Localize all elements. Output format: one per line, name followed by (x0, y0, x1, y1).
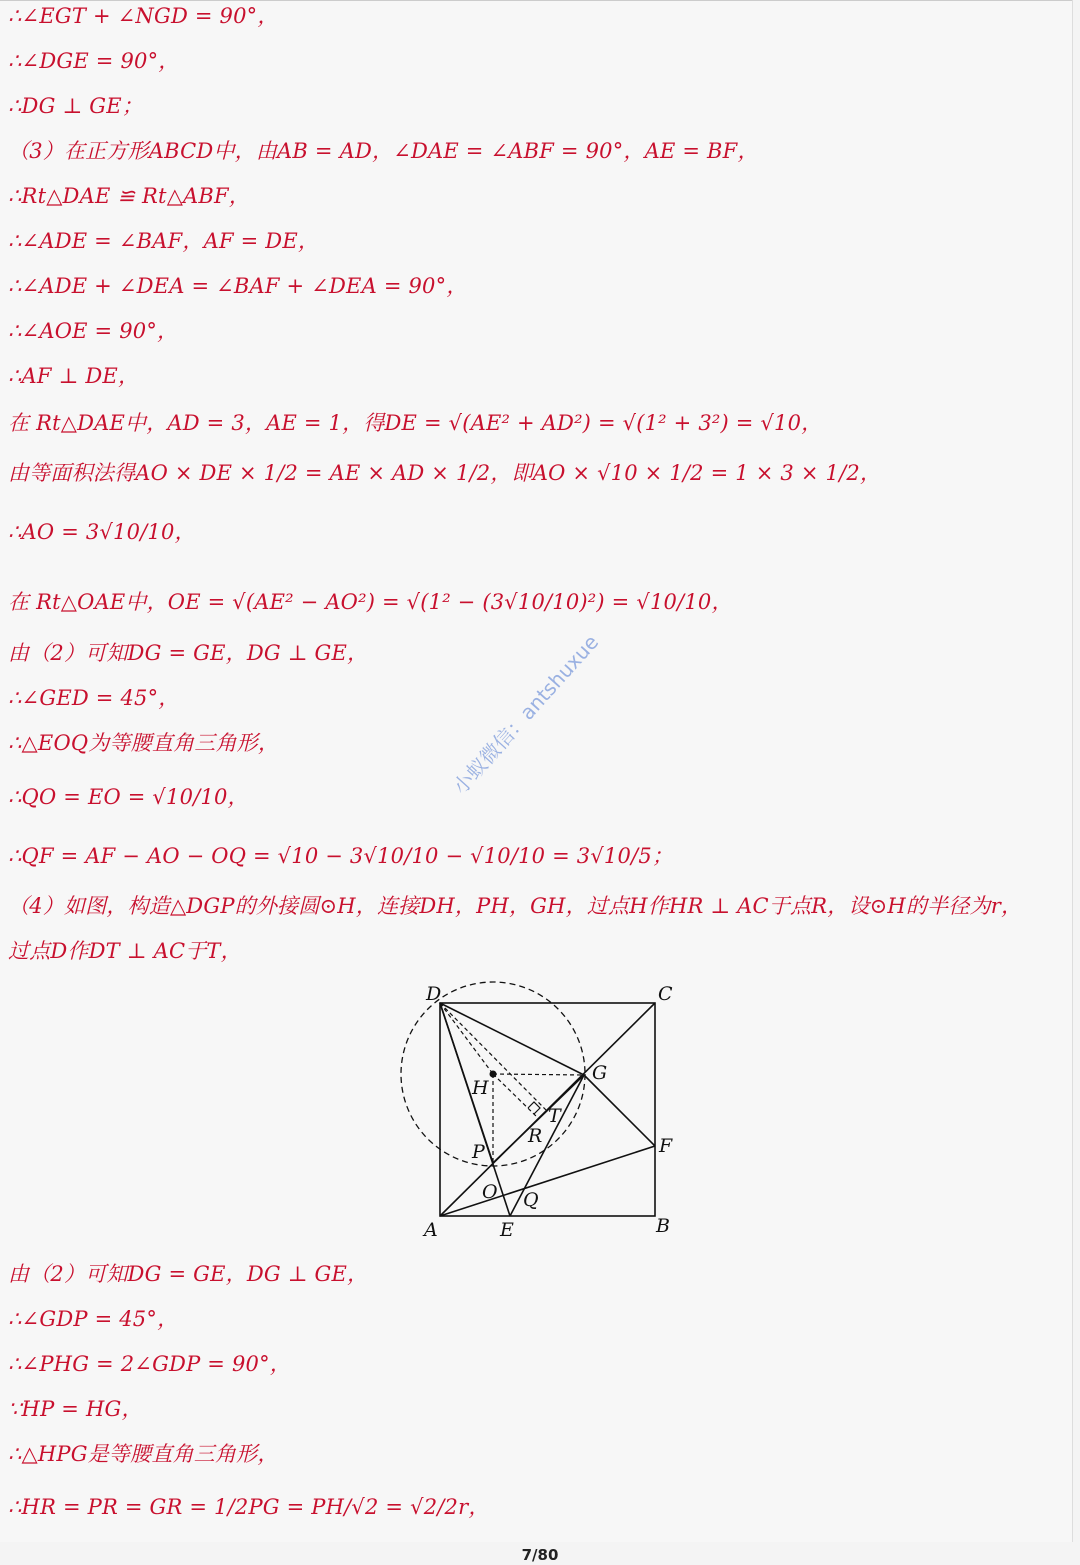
label-A: A (424, 1219, 438, 1240)
solution-line-10: 在 Rt△DAE中，AD = 3，AE = 1，得DE = √(AE² + AD²) = √(1² + 3²) = √10， (8, 411, 823, 435)
solution-line-22: ∴∠GDP = 45°， (8, 1307, 179, 1331)
watermark: 小蚁微信：antshuxue (447, 630, 604, 799)
solution-line-19: （4）如图，构造△DGP的外接圆⊙H，连接DH，PH，GH，过点H作HR ⊥ AC于点R，设⊙H的半径为r， (8, 894, 1023, 918)
solution-line-2: ∴∠DGE = 90°， (8, 49, 180, 73)
center-point-H (490, 1071, 497, 1078)
solution-line-24: ∵HP = HG， (8, 1397, 143, 1421)
label-F: F (659, 1135, 673, 1157)
top-border (0, 0, 1072, 1)
label-Q: Q (523, 1189, 539, 1211)
solution-line-8: ∴∠AOE = 90°， (8, 319, 179, 343)
label-C: C (658, 983, 673, 1005)
solution-line-12: ∴AO = 3√10/10， (8, 520, 196, 544)
solution-line-17: ∴QO = EO = √10/10， (8, 785, 249, 809)
label-T: T (548, 1105, 561, 1127)
label-H: H (472, 1077, 489, 1099)
label-P: P (472, 1141, 485, 1163)
solution-line-16: ∴△EOQ为等腰直角三角形， (8, 731, 280, 755)
solution-line-3: ∴DG ⊥ GE； (8, 94, 143, 118)
solution-line-25: ∴△HPG是等腰直角三角形， (8, 1442, 279, 1466)
label-B: B (656, 1215, 670, 1237)
solution-line-14: 由（2）可知DG = GE，DG ⊥ GE， (8, 641, 369, 665)
solution-line-11: 由等面积法得AO × DE × 1/2 = AE × AD × 1/2，即AO × √10 × 1/2 = 1 × 3 × 1/2， (8, 461, 882, 485)
label-G: G (592, 1062, 608, 1084)
solution-line-1: ∴∠EGT + ∠NGD = 90°， (8, 4, 279, 28)
solution-line-15: ∴∠GED = 45°， (8, 686, 180, 710)
solution-line-26: ∴HR = PR = GR = 1/2PG = PH/√2 = √2/2r， (8, 1495, 490, 1519)
solution-line-20: 过点D作DT ⊥ AC于T， (8, 939, 242, 963)
solution-line-5: ∴Rt△DAE ≌ Rt△ABF， (8, 184, 251, 208)
label-D: D (426, 983, 442, 1005)
solution-line-9: ∴AF ⊥ DE， (8, 364, 140, 388)
geometry-figure (398, 978, 688, 1240)
solution-line-7: ∴∠ADE + ∠DEA = ∠BAF + ∠DEA = 90°， (8, 274, 468, 298)
page-number: 7/80 (521, 1546, 559, 1564)
solution-line-13: 在 Rt△OAE中，OE = √(AE² − AO²) = √(1² − (3√10/10)²) = √10/10， (8, 590, 733, 614)
label-O: O (482, 1181, 498, 1203)
solution-line-23: ∴∠PHG = 2∠GDP = 90°， (8, 1352, 291, 1376)
solution-line-6: ∴∠ADE = ∠BAF，AF = DE， (8, 229, 320, 253)
solution-line-21: 由（2）可知DG = GE，DG ⊥ GE， (8, 1262, 369, 1286)
label-E: E (500, 1219, 514, 1240)
solution-line-18: ∴QF = AF − AO − OQ = √10 − 3√10/10 − √10/10 = 3√10/5； (8, 844, 674, 868)
label-R: R (528, 1125, 543, 1147)
solution-line-4: （3）在正方形ABCD中，由AB = AD，∠DAE = ∠ABF = 90°，AE = BF， (8, 139, 759, 163)
